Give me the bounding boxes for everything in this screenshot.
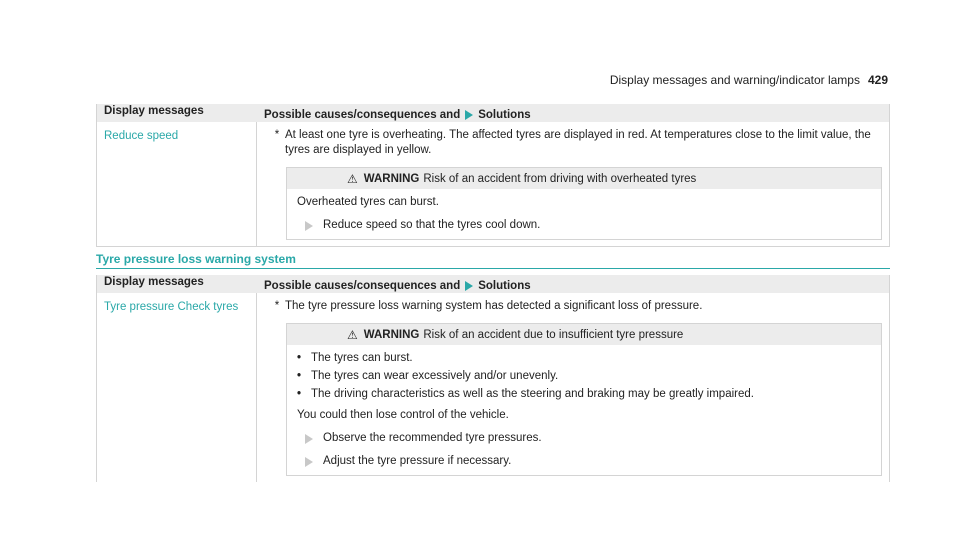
warning-body xyxy=(287,345,881,475)
solution-cell xyxy=(257,293,889,482)
action-step: Reduce speed so that the tyres cool down. xyxy=(297,218,871,233)
play-arrow-icon xyxy=(465,281,473,291)
step-arrow-icon xyxy=(305,457,313,467)
reduce-speed-table xyxy=(96,104,890,247)
table-row xyxy=(97,122,889,246)
warning-box xyxy=(286,167,882,240)
running-header xyxy=(610,73,888,87)
table-header-row xyxy=(97,275,889,293)
action-step: Observe the recommended tyre pressures. xyxy=(297,431,871,446)
header-display-messages: Display messages xyxy=(104,105,204,117)
warning-header: ⚠ WARNING Risk of an accident due to insufficient tyre pressure xyxy=(287,324,881,345)
table-row xyxy=(97,293,889,482)
list-item: • The tyres can wear excessively and/or unevenly. xyxy=(297,370,559,382)
warning-body xyxy=(287,189,881,239)
cause-text: * At least one tyre is overheating. The affected tyres are displayed in red. At temperatures close to the limit value, the tyres are displayed in yellow. xyxy=(274,129,871,156)
table-header-row xyxy=(97,104,889,122)
action-step: Adjust the tyre pressure if necessary. xyxy=(297,454,871,469)
section-title: Tyre pressure loss warning system xyxy=(96,252,890,269)
list-item: • The driving characteristics as well as the steering and braking may be greatly impaired. xyxy=(297,388,754,400)
solution-cell xyxy=(257,122,889,246)
page-number: 429 xyxy=(867,73,888,87)
step-arrow-icon xyxy=(305,434,313,444)
header-display-messages: Display messages xyxy=(104,276,204,288)
tyre-pressure-table xyxy=(96,275,890,482)
header-causes: Possible causes/consequences and Solutions xyxy=(264,280,531,292)
display-message: Tyre pressure Check tyres xyxy=(97,293,257,482)
play-arrow-icon xyxy=(465,110,473,120)
consequence-text: You could then lose control of the vehicle. xyxy=(297,409,509,421)
consequence-text: Overheated tyres can burst. xyxy=(297,196,439,208)
step-arrow-icon xyxy=(305,221,313,231)
list-item: • The tyres can burst. xyxy=(297,352,413,364)
warning-box xyxy=(286,323,882,476)
header-text: Display messages and warning/indicator lamps xyxy=(609,73,860,87)
header-causes: Possible causes/consequences and Solutions xyxy=(264,109,531,121)
display-message: Reduce speed xyxy=(97,122,257,246)
warning-header: ⚠ WARNING Risk of an accident from driving with overheated tyres xyxy=(287,168,881,189)
cause-text: * The tyre pressure loss warning system has detected a significant loss of pressure. xyxy=(274,300,703,312)
warning-triangle-icon: ⚠ xyxy=(347,327,358,342)
warning-triangle-icon: ⚠ xyxy=(347,171,358,186)
